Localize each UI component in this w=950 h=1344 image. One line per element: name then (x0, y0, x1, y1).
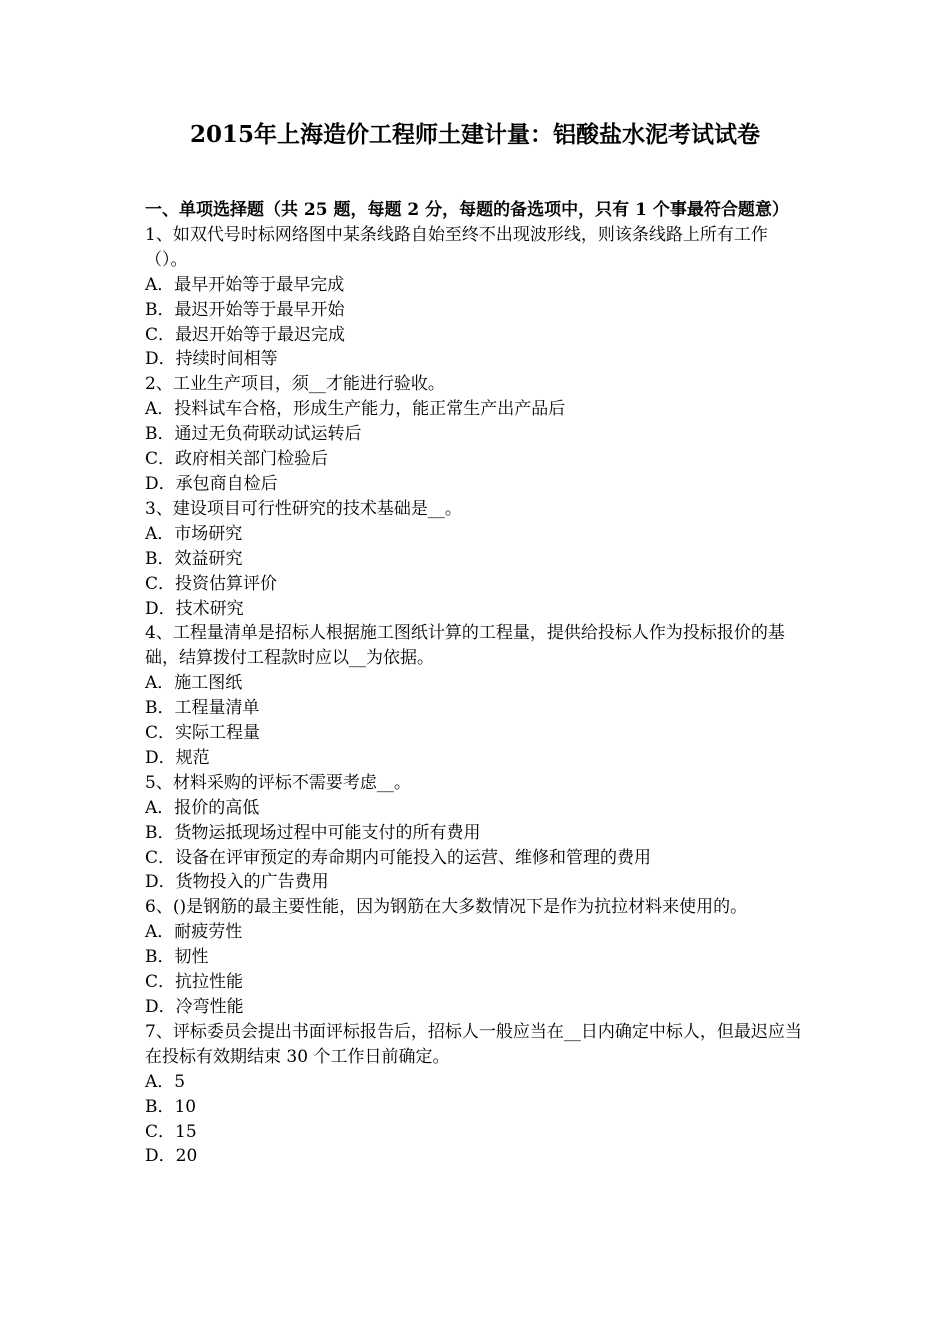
option-b: B．工程量清单 (145, 698, 260, 719)
section-heading: 一、单项选择题（共 25 题，每题 2 分，每题的备选项中，只有 1 个事最符合题意） (145, 200, 789, 220)
question-stem: 1、如双代号时标网络图中某条线路自始至终不出现波形线，则该条线路上所有工作（）。 (145, 224, 768, 270)
option-d: D．承包商自检后 (145, 473, 278, 494)
option-d: D．20 (145, 1146, 198, 1167)
question-stem: 7、评标委员会提出书面评标报告后，招标人一般应当在__日内确定中标人，但最迟应当在投标有效期结束 30 个工作日前确定。 (145, 1021, 802, 1067)
document-body (145, 198, 809, 1169)
option-a: A．5 (145, 1071, 186, 1092)
option-c: C．投资估算评价 (145, 573, 278, 594)
option-a: A．施工图纸 (145, 673, 243, 694)
option-a: A．最早开始等于最早完成 (145, 274, 345, 295)
option-b: B．韧性 (145, 947, 209, 968)
question-stem: 5、材料采购的评标不需要考虑__。 (145, 772, 411, 793)
question-stem: 4、工程量清单是招标人根据施工图纸计算的工程量，提供给投标人作为投标报价的基础，结算拨付工程款时应以__为依据。 (145, 623, 785, 669)
option-b: B．通过无负荷联动试运转后 (145, 424, 362, 445)
option-c: C．抗拉性能 (145, 972, 244, 993)
option-c: C．实际工程量 (145, 723, 261, 744)
question-4 (145, 621, 809, 770)
question-2 (145, 372, 809, 497)
question-stem: 2、工业生产项目，须__才能进行验收。 (145, 374, 445, 395)
option-d: D．规范 (145, 747, 210, 768)
option-b: B．效益研究 (145, 548, 243, 569)
option-b: B．10 (145, 1096, 197, 1117)
option-c: C．15 (145, 1121, 197, 1142)
question-7 (145, 1020, 809, 1169)
option-d: D．冷弯性能 (145, 997, 244, 1017)
option-c: C．最迟开始等于最迟完成 (145, 324, 346, 345)
option-d: D．货物投入的广告费用 (145, 872, 329, 893)
question-5 (145, 771, 809, 896)
option-b: B．货物运抵现场过程中可能支付的所有费用 (145, 822, 481, 843)
option-d: D．技术研究 (145, 598, 244, 619)
option-c: C．设备在评审预定的寿命期内可能投入的运营、维修和管理的费用 (145, 847, 652, 868)
question-6 (145, 895, 809, 1020)
question-stem: 6、()是钢筋的最主要性能，因为钢筋在大多数情况下是作为抗拉材料来使用的。 (145, 897, 748, 918)
document-title: 2015年上海造价工程师土建计量：铝酸盐水泥考试试卷 (189, 121, 760, 148)
option-b: B．最迟开始等于最早开始 (145, 299, 345, 320)
option-a: A．耐疲劳性 (145, 922, 243, 943)
option-a: A．投料试车合格，形成生产能力，能正常生产出产品后 (145, 399, 566, 420)
question-3 (145, 497, 809, 622)
option-a: A．市场研究 (145, 523, 243, 544)
question-stem: 3、建设项目可行性研究的技术基础是__。 (145, 498, 462, 519)
option-c: C．政府相关部门检验后 (145, 449, 329, 470)
option-d: D．持续时间相等 (145, 349, 278, 370)
question-1 (145, 223, 809, 372)
option-a: A．报价的高低 (145, 797, 260, 818)
